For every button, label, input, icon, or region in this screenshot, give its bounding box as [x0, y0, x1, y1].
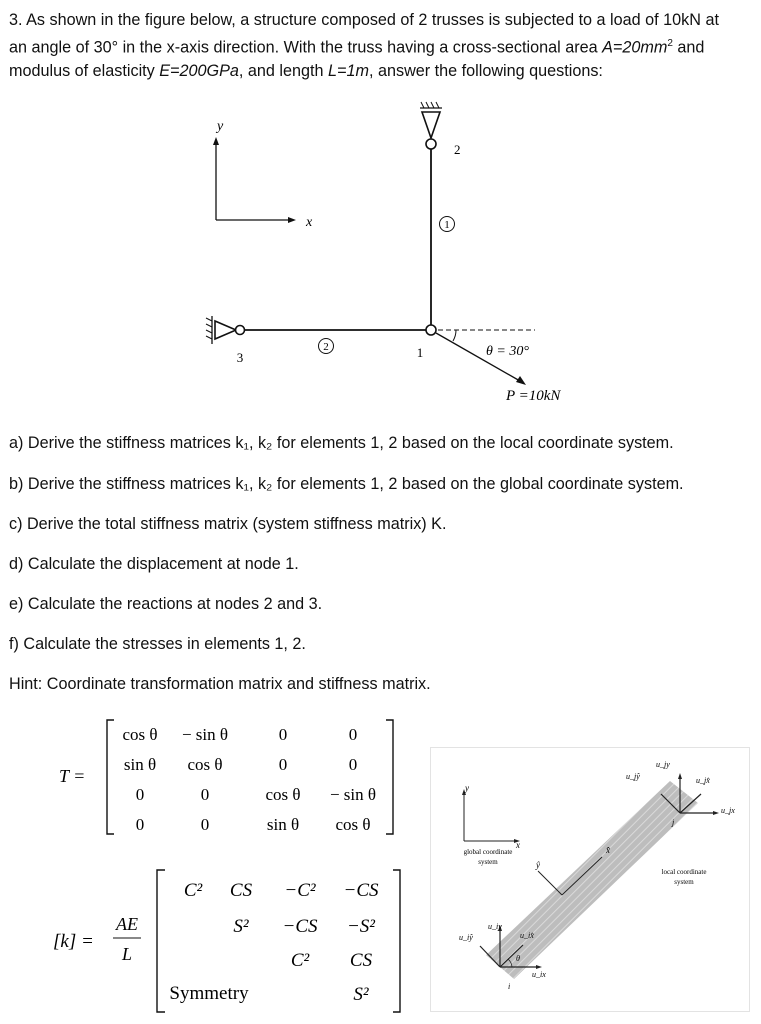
- k-cell: S²: [233, 916, 249, 937]
- T-cell: 0: [200, 785, 210, 804]
- T-cell: 0: [348, 755, 358, 774]
- T-cell: 0: [278, 725, 288, 744]
- angle-label: θ = 30°: [486, 344, 529, 359]
- k-cell: C²: [290, 950, 310, 971]
- T-cell: sin θ: [123, 755, 157, 774]
- element-1-tag: [440, 217, 455, 232]
- question-a: a) Derive the stiffness matrices k₁, k₂ for elements 1, 2 based on the local coordinate system.: [9, 434, 674, 452]
- stiffness-matrix: [45, 862, 415, 1017]
- T-cell: 0: [135, 785, 145, 804]
- k-cell: CS: [349, 950, 373, 971]
- AE-label: AE: [116, 914, 138, 934]
- node-2-label: 2: [454, 142, 461, 157]
- axis-y-label: y: [217, 119, 224, 134]
- svg-text:u_iŷ: u_iŷ: [459, 933, 473, 942]
- area-value: A=20mm: [602, 38, 668, 57]
- svg-text:global coordinate: global coordinate: [463, 848, 513, 856]
- svg-text:local coordinate: local coordinate: [661, 868, 707, 876]
- node-3-label: 3: [236, 350, 244, 365]
- T-cell: − sin θ: [181, 725, 229, 744]
- T-cell: 0: [200, 815, 210, 834]
- T-cell: sin θ: [266, 815, 300, 834]
- k-cell: −S²: [346, 916, 376, 937]
- node-1-label: 1: [416, 345, 424, 360]
- transformation-matrix: [55, 712, 410, 842]
- T-cell: − sin θ: [329, 785, 377, 804]
- svg-text:u_jx: u_jx: [721, 806, 735, 815]
- T-cell: cos θ: [187, 755, 223, 774]
- svg-text:system: system: [478, 858, 498, 866]
- svg-text:x̂: x̂: [606, 845, 610, 855]
- support-node-3: [206, 316, 245, 365]
- problem-line-2: an angle of 30° in the x-axis direction. With the truss having a cross-sectional area $A=20mm^2$ and: [9, 38, 705, 57]
- truss-element-diagram: [430, 747, 750, 1012]
- svg-text:u_ix̂: u_ix̂: [520, 931, 534, 940]
- problem-line-1: 3. As shown in the figure below, a structure composed of 2 trusses is subjected to a load of 10kN at: [9, 11, 719, 29]
- k-cell: −C²: [284, 880, 316, 901]
- k-cell: CS: [229, 880, 253, 901]
- question-b: b) Derive the stiffness matrices k₁, k₂ for elements 1, 2 based on the global coordinate system.: [9, 475, 684, 493]
- k-cell: S²: [353, 984, 369, 1005]
- problem-statement: [9, 8, 754, 83]
- svg-text:u_jŷ: u_jŷ: [626, 772, 640, 781]
- k-cell: −CS: [282, 916, 318, 937]
- svg-text:i: i: [508, 982, 511, 991]
- T-cell: 0: [278, 755, 288, 774]
- svg-text:j: j: [672, 818, 675, 827]
- T-cell: cos θ: [122, 725, 158, 744]
- angle-arc: [453, 330, 456, 341]
- T-cells: [122, 725, 376, 834]
- T-cell: cos θ: [335, 815, 371, 834]
- T-cell: 0: [348, 725, 358, 744]
- axis-x-label: x: [306, 215, 313, 230]
- svg-text:u_jy: u_jy: [656, 760, 670, 769]
- T-label: T =: [59, 766, 86, 786]
- svg-text:ŷ: ŷ: [536, 860, 540, 870]
- svg-text:u_ix: u_ix: [532, 970, 546, 979]
- element-2-tag: [319, 339, 334, 354]
- svg-text:2: 2: [323, 341, 329, 353]
- svg-text:u_jx̂: u_jx̂: [696, 776, 710, 785]
- svg-text:system: system: [674, 878, 694, 886]
- L-label: L: [121, 944, 133, 964]
- k-cell: −CS: [343, 880, 379, 901]
- symmetry-label: Symmetry: [169, 983, 249, 1004]
- support-node-2: [420, 102, 461, 157]
- axes: [213, 119, 313, 230]
- svg-text:y: y: [465, 783, 469, 793]
- question-f: f) Calculate the stresses in elements 1, 2.: [9, 635, 306, 653]
- k-label: [k] =: [53, 931, 94, 952]
- load-label: P =10kN: [506, 388, 561, 404]
- question-e: e) Calculate the reactions at nodes 2 and 3.: [9, 595, 323, 613]
- structure-figure: [190, 100, 590, 410]
- svg-text:θ: θ: [516, 954, 520, 963]
- question-d: d) Calculate the displacement at node 1.: [9, 555, 299, 573]
- problem-line-3: modulus of elasticity E=200GPa, and length L=1m, answer the following questions:: [9, 62, 603, 81]
- svg-text:u_iy: u_iy: [488, 922, 502, 931]
- svg-text:x: x: [516, 840, 520, 850]
- T-cell: cos θ: [265, 785, 301, 804]
- hint: Hint: Coordinate transformation matrix and stiffness matrix.: [9, 675, 431, 693]
- question-c: c) Derive the total stiffness matrix (system stiffness matrix) K.: [9, 515, 447, 533]
- svg-text:1: 1: [444, 219, 450, 231]
- T-cell: 0: [135, 815, 145, 834]
- k-cell: C²: [183, 880, 203, 901]
